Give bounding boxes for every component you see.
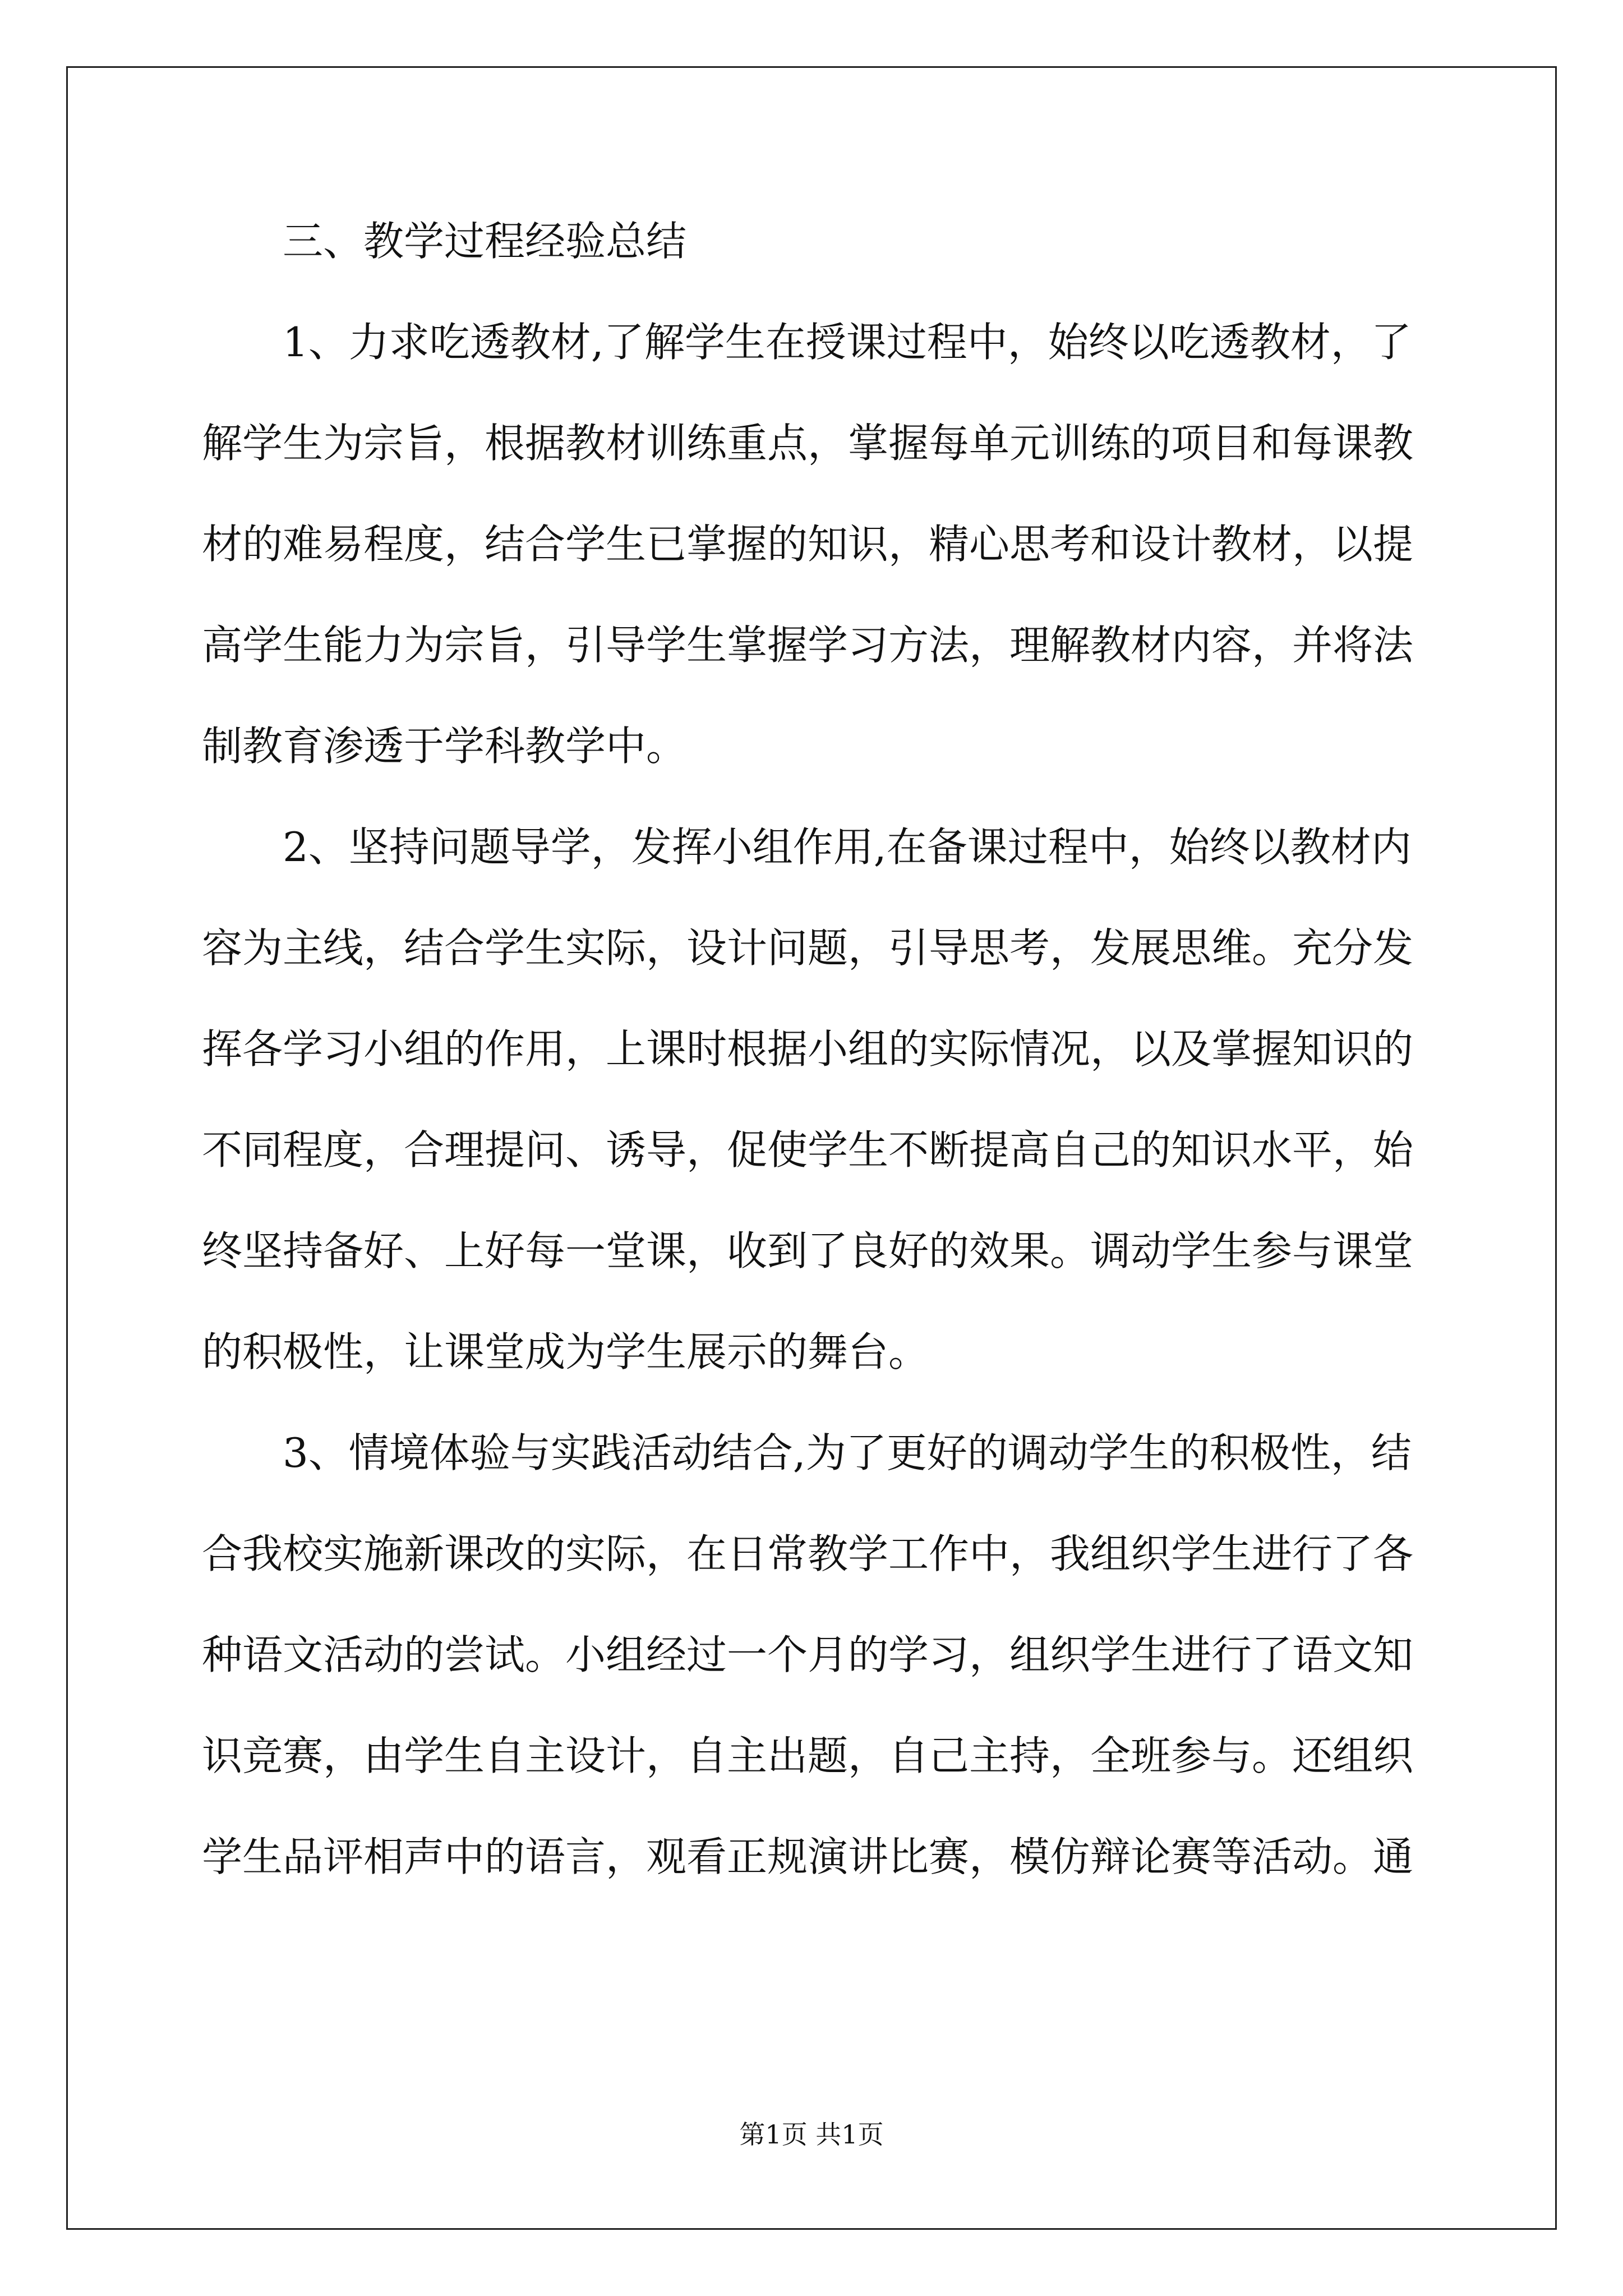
paragraph-line: 终坚持备好、上好每一堂课，收到了良好的效果。调动学生参与课堂 bbox=[202, 1227, 1414, 1274]
paragraph-line: 容为主线，结合学生实际，设计问题，引导思考，发展思维。充分发 bbox=[202, 924, 1414, 972]
paragraph-line: 制教育渗透于学科教学中。 bbox=[202, 723, 687, 770]
paragraph-line: 识竞赛，由学生自主设计，自主出题，自己主持，全班参与。还组织 bbox=[202, 1732, 1414, 1779]
paragraph-line: 挥各学习小组的作用，上课时根据小组的实际情况，以及掌握知识的 bbox=[202, 1025, 1414, 1073]
paragraph-1 bbox=[202, 315, 1430, 820]
paragraph-line: 的积极性，让课堂成为学生展示的舞台。 bbox=[202, 1328, 929, 1375]
paragraph-line: 种语文活动的尝试。小组经过一个月的学习，组织学生进行了语文知 bbox=[202, 1631, 1414, 1678]
paragraph-3 bbox=[202, 1426, 1430, 1931]
paragraph-line: 解学生为宗旨，根据教材训练重点，掌握每单元训练的项目和每课教 bbox=[202, 420, 1414, 467]
page-footer: 第1页 共1页 bbox=[739, 2119, 884, 2150]
paragraph-line: 3、情境体验与实践活动结合,为了更好的调动学生的积极性，结 bbox=[283, 1429, 1412, 1476]
paragraph-line: 不同程度，合理提问、诱导，促使学生不断提高自己的知识水平，始 bbox=[202, 1126, 1414, 1174]
paragraph-2 bbox=[202, 820, 1430, 1426]
paragraph-line: 学生品评相声中的语言，观看正规演讲比赛，模仿辩论赛等活动。通 bbox=[202, 1833, 1414, 1880]
paragraph-line: 高学生能力为宗旨，引导学生掌握学习方法，理解教材内容，并将法 bbox=[202, 622, 1414, 669]
paragraph-line: 1、力求吃透教材,了解学生在授课过程中，始终以吃透教材，了 bbox=[283, 319, 1412, 366]
paragraph-line: 2、坚持问题导学，发挥小组作用,在备课过程中，始终以教材内 bbox=[283, 823, 1412, 871]
paragraph-line: 材的难易程度，结合学生已掌握的知识，精心思考和设计教材，以提 bbox=[202, 521, 1414, 568]
document-body bbox=[202, 214, 1430, 1931]
paragraph-line: 合我校实施新课改的实际，在日常教学工作中，我组织学生进行了各 bbox=[202, 1530, 1414, 1577]
section-heading: 三、教学过程经验总结 bbox=[283, 218, 687, 265]
